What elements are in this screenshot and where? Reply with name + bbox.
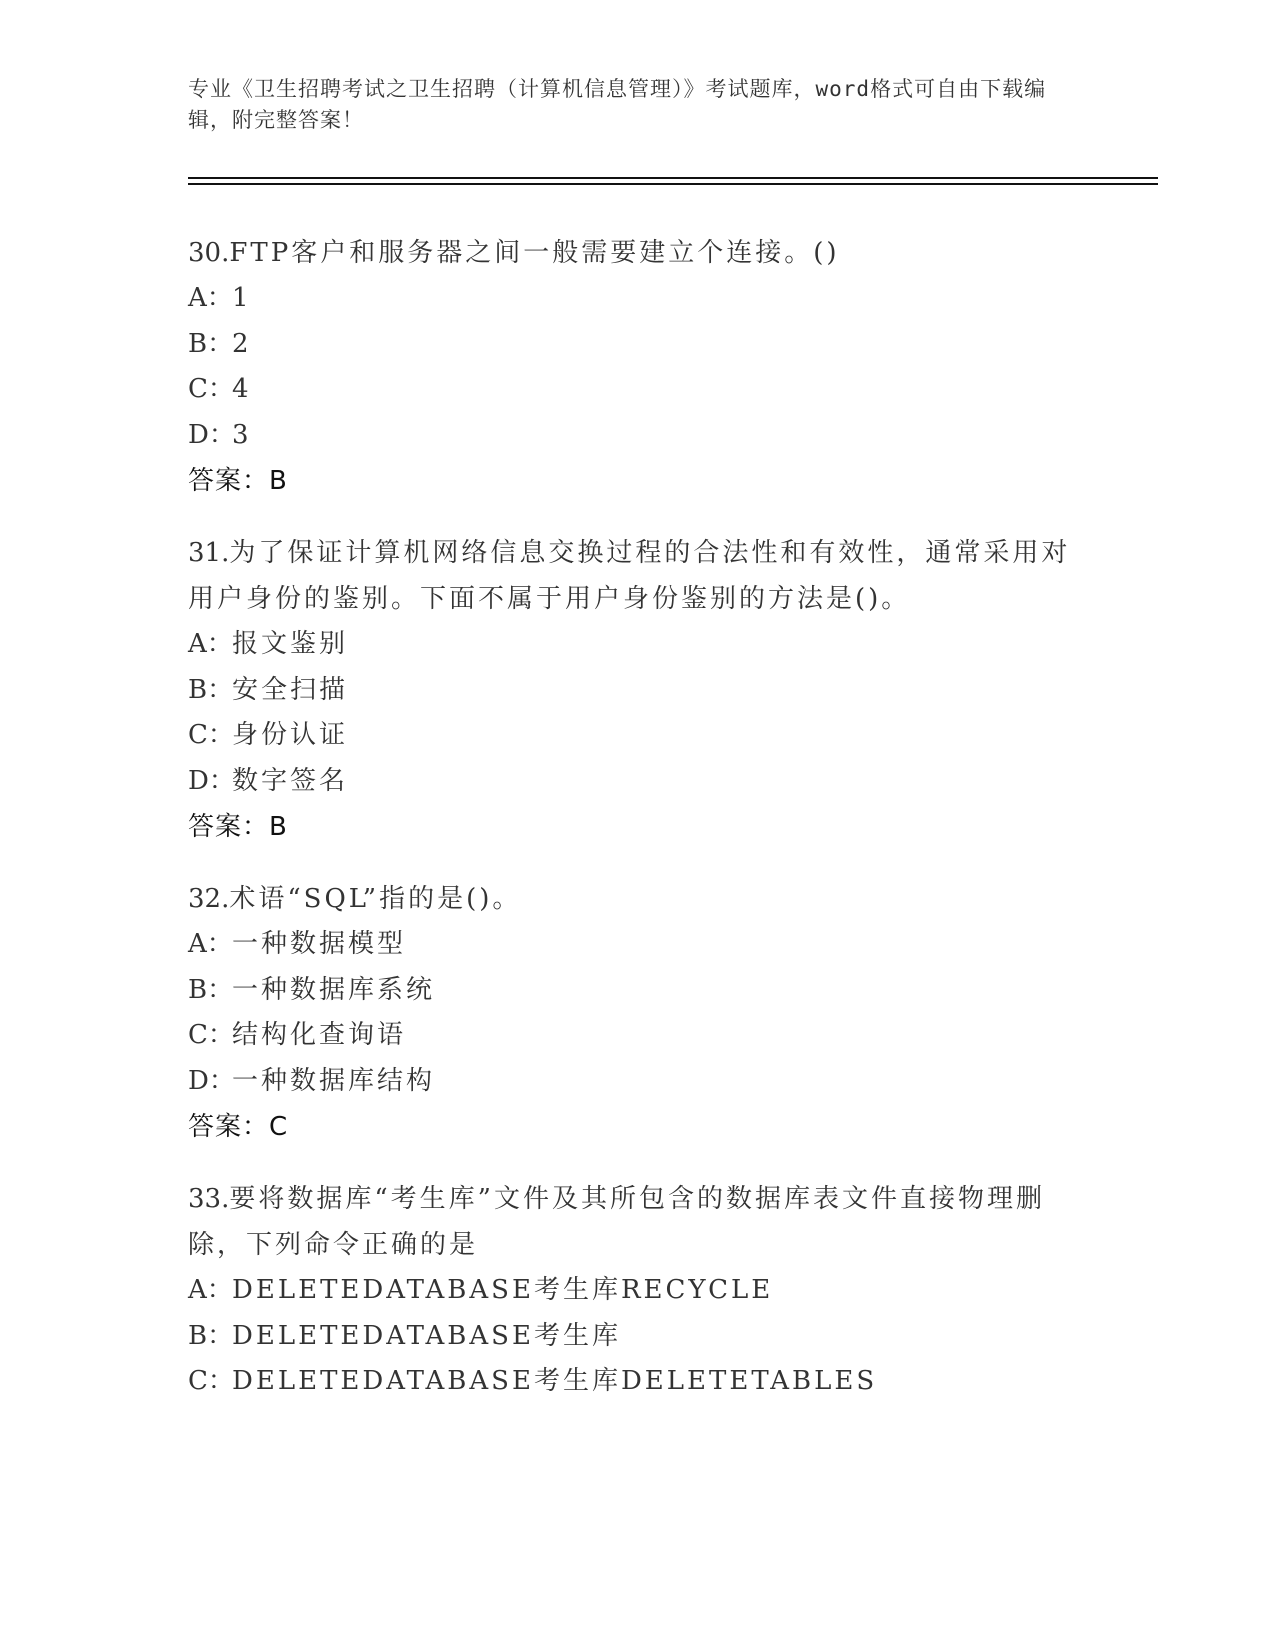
option-b	[188, 322, 1088, 368]
option-c	[188, 367, 1088, 413]
option-b	[188, 1314, 1088, 1360]
option-text: 一种数据模型	[232, 929, 407, 959]
question-33	[188, 1176, 1088, 1405]
question-30	[188, 230, 1088, 504]
option-text: 3	[232, 419, 252, 450]
header-divider-bottom	[188, 183, 1158, 185]
option-key: C：	[188, 1020, 234, 1050]
question-stem: 要将数据库“考生库”文件及其所包含的数据库表文件直接物理删除，下列命令正确的是	[188, 1184, 1045, 1260]
option-d	[188, 759, 1088, 805]
option-text: 身份认证	[232, 720, 349, 750]
header-divider-top	[188, 177, 1158, 179]
option-key: B：	[188, 674, 234, 705]
question-text	[188, 1176, 1088, 1268]
option-text: 一种数据库系统	[232, 974, 436, 1005]
option-key: D：	[188, 419, 235, 450]
option-key: A：	[188, 283, 233, 313]
option-d	[188, 413, 1088, 459]
option-key: A：	[188, 1275, 233, 1305]
option-text: DELETEDATABASE考生库DELETETABLES	[232, 1366, 878, 1396]
option-a	[188, 1268, 1088, 1314]
option-text: 安全扫描	[232, 674, 349, 705]
answer-value: B	[269, 466, 288, 496]
option-text: DELETEDATABASE考生库RECYCLE	[232, 1275, 774, 1305]
question-32	[188, 876, 1088, 1150]
answer-line	[188, 458, 1088, 504]
question-stem: FTP客户和服务器之间一般需要建立个连接。()	[229, 238, 840, 268]
answer-label: 答案：	[188, 812, 270, 842]
document-header: 专业《卫生招聘考试之卫生招聘（计算机信息管理）》考试题库，word格式可自由下载编辑，附完整答案！	[188, 77, 1047, 132]
option-key: C：	[188, 374, 234, 404]
option-key: A：	[188, 929, 233, 959]
option-text: 一种数据库结构	[232, 1065, 436, 1096]
option-a	[188, 276, 1088, 322]
question-number: 30.	[188, 238, 230, 268]
option-key: B：	[188, 328, 234, 359]
option-text: 4	[232, 374, 252, 404]
answer-value: C	[269, 1112, 289, 1142]
option-text: DELETEDATABASE考生库	[232, 1320, 621, 1351]
option-c	[188, 1359, 1088, 1405]
option-text: 报文鉴别	[232, 629, 349, 659]
option-key: C：	[188, 720, 234, 750]
option-a	[188, 622, 1088, 668]
option-d	[188, 1059, 1088, 1105]
question-text	[188, 876, 1088, 922]
option-key: B：	[188, 974, 234, 1005]
option-text: 1	[232, 283, 252, 313]
answer-value: B	[269, 812, 288, 842]
answer-label: 答案：	[188, 1112, 270, 1142]
option-b	[188, 968, 1088, 1014]
answer-line	[188, 1104, 1088, 1150]
option-key: A：	[188, 629, 233, 659]
answer-line	[188, 804, 1088, 850]
question-number: 32.	[188, 884, 230, 914]
question-31	[188, 530, 1088, 850]
option-text: 数字签名	[232, 765, 349, 796]
question-text	[188, 230, 1088, 276]
option-key: B：	[188, 1320, 234, 1351]
option-key: D：	[188, 765, 235, 796]
option-c	[188, 713, 1088, 759]
question-stem: 为了保证计算机网络信息交换过程的合法性和有效性，通常采用对用户身份的鉴别。下面不属于用户身份鉴别的方法是()。	[188, 538, 1071, 614]
question-stem: 术语“SQL”指的是()。	[229, 884, 522, 914]
question-number: 33.	[188, 1184, 230, 1214]
option-c	[188, 1013, 1088, 1059]
question-list	[188, 230, 1088, 1431]
question-text	[188, 530, 1088, 622]
answer-label: 答案：	[188, 466, 270, 496]
option-text: 2	[232, 328, 252, 359]
option-key: D：	[188, 1065, 235, 1096]
option-a	[188, 922, 1088, 968]
option-key: C：	[188, 1366, 234, 1396]
option-text: 结构化查询语	[232, 1020, 407, 1050]
question-number: 31.	[188, 538, 230, 568]
option-b	[188, 668, 1088, 714]
